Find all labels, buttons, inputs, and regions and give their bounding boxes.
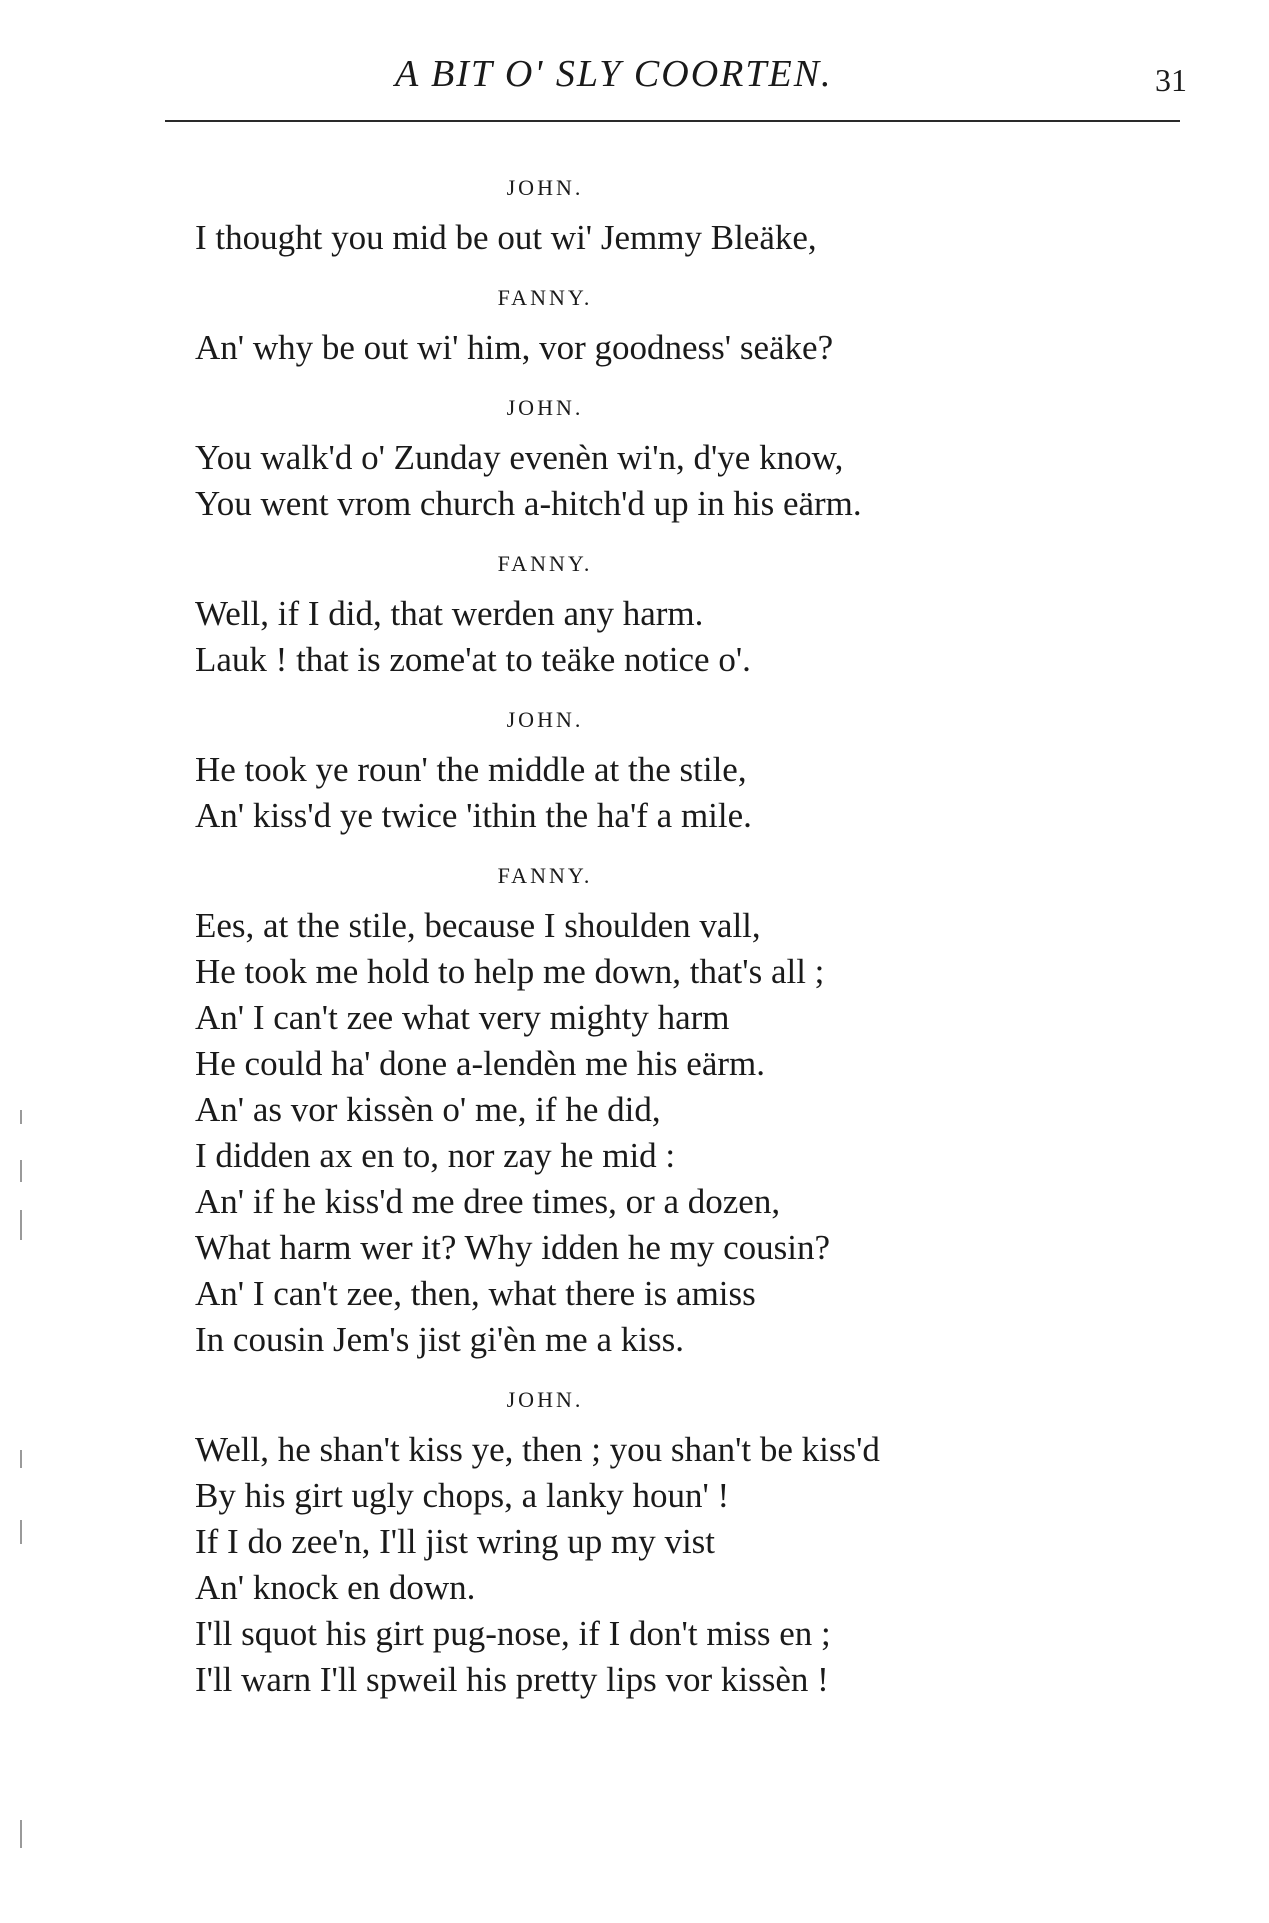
page-header <box>0 0 1269 130</box>
page-number: 31 <box>1155 62 1187 98</box>
running-title: A BIT O' SLY COORTEN. <box>395 53 833 95</box>
margin-speck <box>20 1450 22 1468</box>
speech-block <box>195 395 1095 527</box>
verse-line: What harm wer it? Why idden he my cousin? <box>195 1228 830 1267</box>
verse-line: An' I can't zee what very mighty harm <box>195 998 730 1037</box>
verse-line: He took ye roun' the middle at the stile, <box>195 750 747 789</box>
verse-line: An' kiss'd ye twice 'ithin the ha'f a mile. <box>195 796 752 835</box>
verse-line: An' as vor kissèn o' me, if he did, <box>195 1090 661 1129</box>
speaker-label: JOHN. <box>506 395 584 420</box>
speaker-label: FANNY. <box>497 863 593 888</box>
verse-line: In cousin Jem's jist gi'èn me a kiss. <box>195 1320 684 1359</box>
speech-block <box>195 175 1095 261</box>
speech-block <box>195 551 1095 683</box>
speaker-label: JOHN. <box>506 707 584 732</box>
verse-line: Lauk ! that is zome'at to teäke notice o'. <box>195 640 751 679</box>
header-rule <box>165 120 1180 122</box>
speech-block <box>195 863 1095 1363</box>
verse-line: I'll squot his girt pug-nose, if I don't miss en ; <box>195 1614 831 1653</box>
verse-line: Ees, at the stile, because I shoulden vall, <box>195 906 761 945</box>
speaker-label: FANNY. <box>497 551 593 576</box>
margin-speck <box>20 1160 22 1182</box>
speech-block <box>195 707 1095 839</box>
speaker-label: JOHN. <box>506 175 584 200</box>
verse-line: Well, he shan't kiss ye, then ; you shan't be kiss'd <box>195 1430 880 1469</box>
speaker-label: JOHN. <box>506 1387 584 1412</box>
verse-line: An' why be out wi' him, vor goodness' seäke? <box>195 328 834 367</box>
speech-block <box>195 285 1095 371</box>
verse-line: Well, if I did, that werden any harm. <box>195 594 704 633</box>
verse-line: You went vrom church a-hitch'd up in his eärm. <box>195 484 862 523</box>
verse-line: You walk'd o' Zunday evenèn wi'n, d'ye know, <box>195 438 844 477</box>
speaker-label: FANNY. <box>497 285 593 310</box>
page-margin-specks <box>20 1100 40 1920</box>
margin-speck <box>20 1210 22 1240</box>
margin-speck <box>20 1110 22 1124</box>
verse-line: I thought you mid be out wi' Jemmy Bleäke, <box>195 218 817 257</box>
verse-line: He took me hold to help me down, that's all ; <box>195 952 825 991</box>
margin-speck <box>20 1520 22 1544</box>
verse-line: By his girt ugly chops, a lanky houn' ! <box>195 1476 730 1515</box>
verse-line: An' if he kiss'd me dree times, or a dozen, <box>195 1182 781 1221</box>
verse-line: If I do zee'n, I'll jist wring up my vist <box>195 1522 716 1561</box>
margin-speck <box>20 1820 22 1848</box>
verse-line: I didden ax en to, nor zay he mid : <box>195 1136 676 1175</box>
verse-line: He could ha' done a-lendèn me his eärm. <box>195 1044 765 1083</box>
verse-line: I'll warn I'll spweil his pretty lips vor kissèn ! <box>195 1660 829 1699</box>
verse-line: An' knock en down. <box>195 1568 476 1607</box>
verse-line: An' I can't zee, then, what there is amiss <box>195 1274 756 1313</box>
speech-block <box>195 1387 1095 1703</box>
poem-body <box>195 175 1095 1727</box>
